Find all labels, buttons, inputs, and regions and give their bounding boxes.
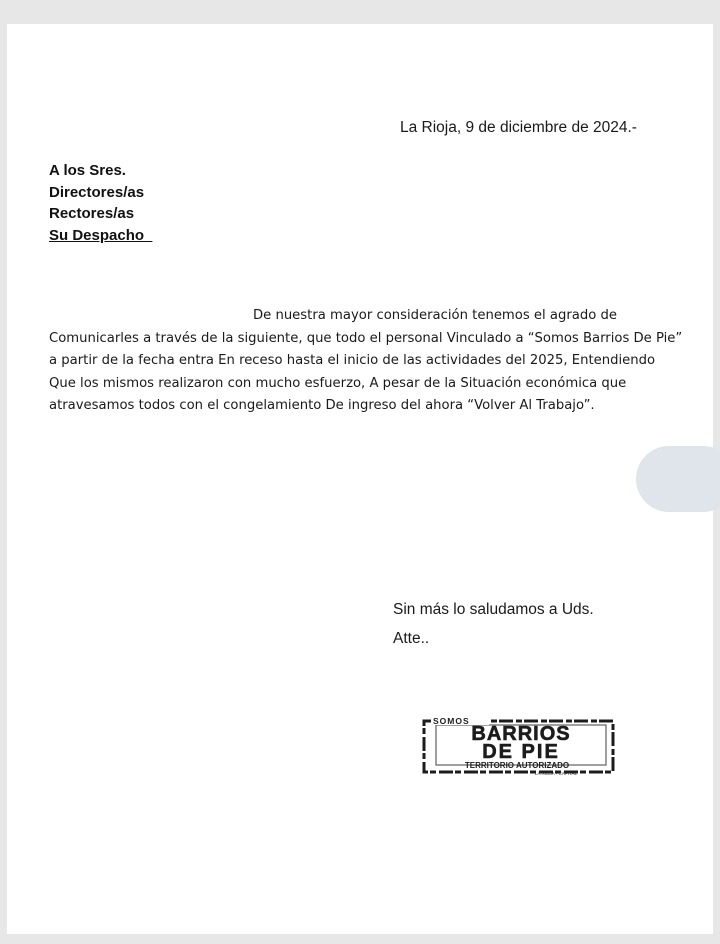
recipient-block xyxy=(49,160,152,246)
stamp-bottom: TERRITORIO AUTORIZADO xyxy=(464,761,570,770)
stamp-line2: DE PIE xyxy=(482,741,560,763)
document-page xyxy=(7,24,713,934)
body-line: Que los mismos realizaron con mucho esfuerzo, A pesar de la Situación económica que xyxy=(49,375,627,391)
recipient-line: A los Sres. xyxy=(49,162,126,179)
closing-signoff: Atte.. xyxy=(393,630,430,647)
stamp-small: LA RIOJA - CAPITAL xyxy=(535,771,577,776)
body-line: atravesamos todos con el congelamiento De ingreso del ahora “Volver Al Trabajo”. xyxy=(49,398,595,414)
letter-body xyxy=(49,305,689,418)
recipient-line: Directores/as xyxy=(49,183,145,201)
side-pull-tab[interactable] xyxy=(636,446,720,512)
letter-date: La Rioja, 9 de diciembre de 2024.- xyxy=(400,119,637,136)
body-line: De nuestra mayor consideración tenemos el agrado de xyxy=(253,308,617,323)
body-line: a partir de la fecha entra En receso hasta el inicio de las actividades del 2025, Entendiendo xyxy=(49,353,656,369)
barrios-de-pie-stamp xyxy=(421,716,617,778)
stamp-line1: BARRIOS xyxy=(471,723,571,745)
recipient-despacho: Su Despacho_ xyxy=(49,226,153,244)
letter-closing xyxy=(393,595,594,653)
closing-greeting: Sin más lo saludamos a Uds. xyxy=(393,601,594,618)
stamp-top: SOMOS xyxy=(433,716,470,726)
body-line: Comunicarles a través de la siguiente, que todo el personal Vinculado a “Somos Barrios De Pie” xyxy=(49,330,683,346)
recipient-line: Rectores/as xyxy=(49,205,135,222)
